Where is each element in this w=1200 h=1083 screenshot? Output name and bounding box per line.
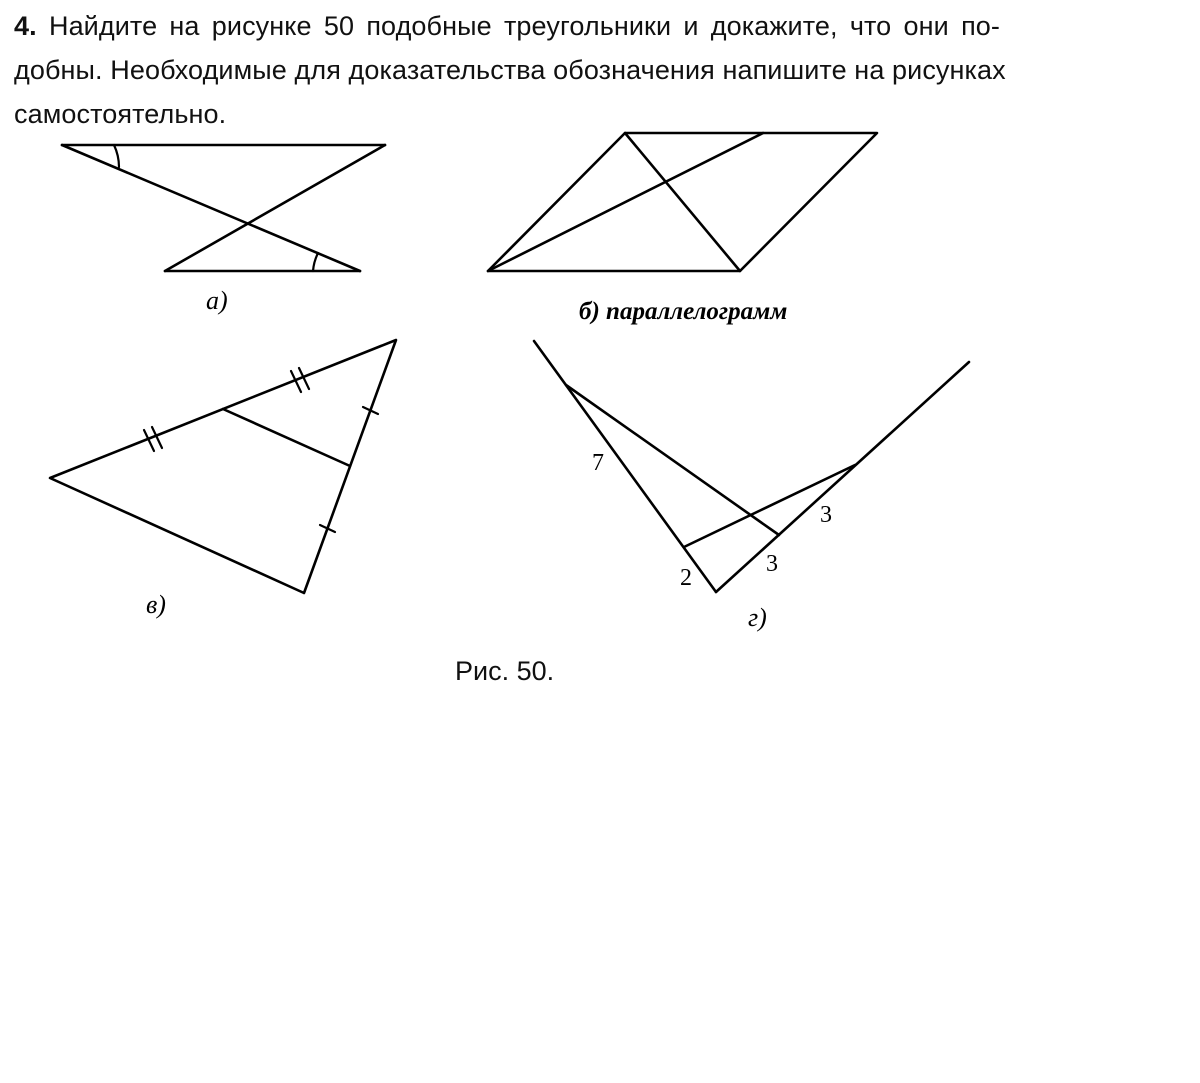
fig-d-label-7: 7: [592, 450, 604, 476]
fig-d-caption: г): [748, 603, 767, 632]
figure-title: Рис. 50.: [455, 656, 555, 686]
fig-a-caption: а): [206, 286, 228, 315]
fig-a-angle-mark-top: [114, 145, 119, 167]
figure-d: [534, 341, 969, 632]
figure-c: [50, 340, 396, 619]
task-line-3: самостоятельно.: [14, 99, 227, 129]
fig-d-label-3-lower: 3: [766, 551, 778, 577]
fig-c-caption: в): [146, 590, 166, 619]
fig-c-triangle: [50, 340, 396, 593]
fig-d-label-3-upper: 3: [820, 502, 832, 528]
fig-a-diagonal-1: [62, 145, 360, 271]
fig-d-left-ray: [534, 341, 716, 592]
figure-b: [488, 133, 877, 325]
fig-b-caption: б) параллелограмм: [579, 298, 788, 325]
fig-c-midline: [223, 409, 350, 466]
task-number: 4.: [14, 11, 37, 41]
task-text-1: Найдите на рисунке 50 подобные треугольники и докажите, что они по-: [48, 11, 1001, 41]
figure-a: [62, 145, 385, 315]
task-line-2: добны. Необходимые для доказательства обозначения напишите на рисунках: [14, 55, 1006, 85]
fig-a-diagonal-2: [165, 145, 385, 271]
fig-a-angle-mark-bottom: [313, 253, 318, 271]
fig-d-label-2: 2: [680, 565, 692, 591]
fig-d-right-ray: [716, 362, 969, 592]
